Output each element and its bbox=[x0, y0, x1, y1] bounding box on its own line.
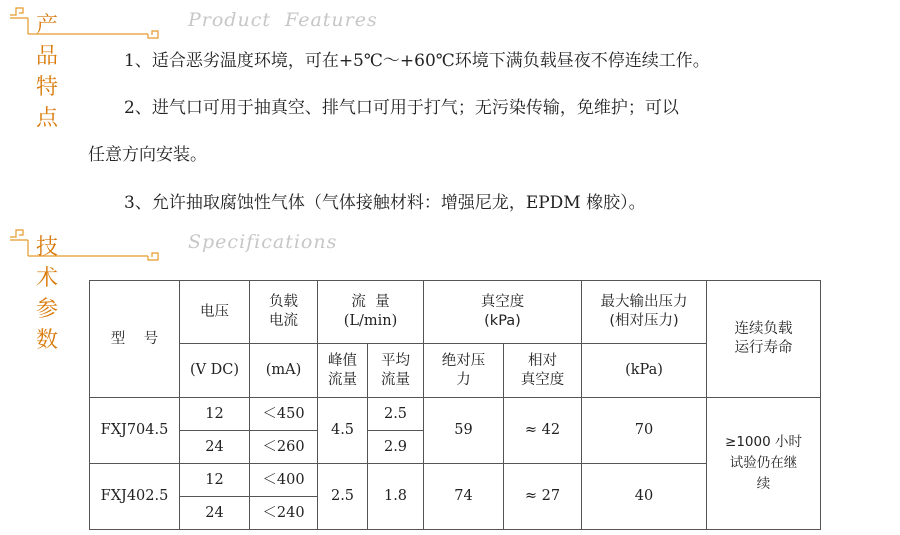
cell-current: ＜240 bbox=[250, 497, 318, 530]
header-life: 连续负载 运行寿命 bbox=[707, 281, 821, 398]
cell-voltage: 24 bbox=[180, 431, 250, 464]
cell-model: FXJ704.5 bbox=[90, 398, 180, 464]
cell-pressure: 70 bbox=[582, 398, 707, 464]
section-subtitle-features: Product Features bbox=[188, 9, 378, 31]
heading-frame-ornament bbox=[8, 4, 164, 40]
feature-item-1: 1、适合恶劣温度环境，可在+5℃～+60℃环境下满负载昼夜不停连续工作。 bbox=[124, 51, 710, 71]
header-flow: 流 量 (L/min) bbox=[318, 281, 424, 344]
cell-abs-pressure: 74 bbox=[424, 464, 504, 530]
feature-item-2: 2、进气口可用于抽真空、排气口可用于打气；无污染传输，免维护；可以 bbox=[124, 98, 679, 118]
cell-current: ＜450 bbox=[250, 398, 318, 431]
header-current: 负载 电流 bbox=[250, 281, 318, 344]
cell-rel-vacuum: ≈ 42 bbox=[504, 398, 582, 464]
header-pressure-unit: (kPa) bbox=[582, 344, 707, 398]
cell-abs-pressure: 59 bbox=[424, 398, 504, 464]
section-title-specs: 技术参数 bbox=[36, 235, 61, 353]
cell-voltage: 12 bbox=[180, 398, 250, 431]
table-row bbox=[90, 398, 821, 431]
cell-current: ＜400 bbox=[250, 464, 318, 497]
section-title-features: 产品特点 bbox=[36, 13, 61, 131]
cell-avg-flow: 2.9 bbox=[368, 431, 424, 464]
cell-peak-flow: 2.5 bbox=[318, 464, 368, 530]
header-vacuum: 真空度 (kPa) bbox=[424, 281, 582, 344]
cell-voltage: 24 bbox=[180, 497, 250, 530]
section-subtitle-specs: Specifications bbox=[188, 231, 338, 253]
feature-item-2-cont: 任意方向安装。 bbox=[88, 145, 207, 165]
spec-table bbox=[89, 280, 821, 530]
cell-avg-flow: 1.8 bbox=[368, 464, 424, 530]
cell-pressure: 40 bbox=[582, 464, 707, 530]
cell-peak-flow: 4.5 bbox=[318, 398, 368, 464]
table-header-row bbox=[90, 281, 821, 344]
cell-avg-flow: 2.5 bbox=[368, 398, 424, 431]
header-voltage-unit: (V DC) bbox=[180, 344, 250, 398]
cell-voltage: 12 bbox=[180, 464, 250, 497]
header-model: 型 号 bbox=[90, 281, 180, 398]
header-current-unit: (mA) bbox=[250, 344, 318, 398]
cell-life: ≥1000 小时 试验仍在继 续 bbox=[707, 398, 821, 530]
cell-rel-vacuum: ≈ 27 bbox=[504, 464, 582, 530]
cell-model: FXJ402.5 bbox=[90, 464, 180, 530]
cell-current: ＜260 bbox=[250, 431, 318, 464]
header-peak-flow: 峰值 流量 bbox=[318, 344, 368, 398]
heading-frame-ornament bbox=[8, 226, 164, 262]
header-rel-vacuum: 相对 真空度 bbox=[504, 344, 582, 398]
header-abs-pressure: 绝对压 力 bbox=[424, 344, 504, 398]
header-avg-flow: 平均 流量 bbox=[368, 344, 424, 398]
header-voltage: 电压 bbox=[180, 281, 250, 344]
feature-item-3: 3、允许抽取腐蚀性气体（气体接触材料：增强尼龙，EPDM 橡胶）。 bbox=[124, 193, 646, 213]
header-pressure: 最大输出压力 (相对压力) bbox=[582, 281, 707, 344]
